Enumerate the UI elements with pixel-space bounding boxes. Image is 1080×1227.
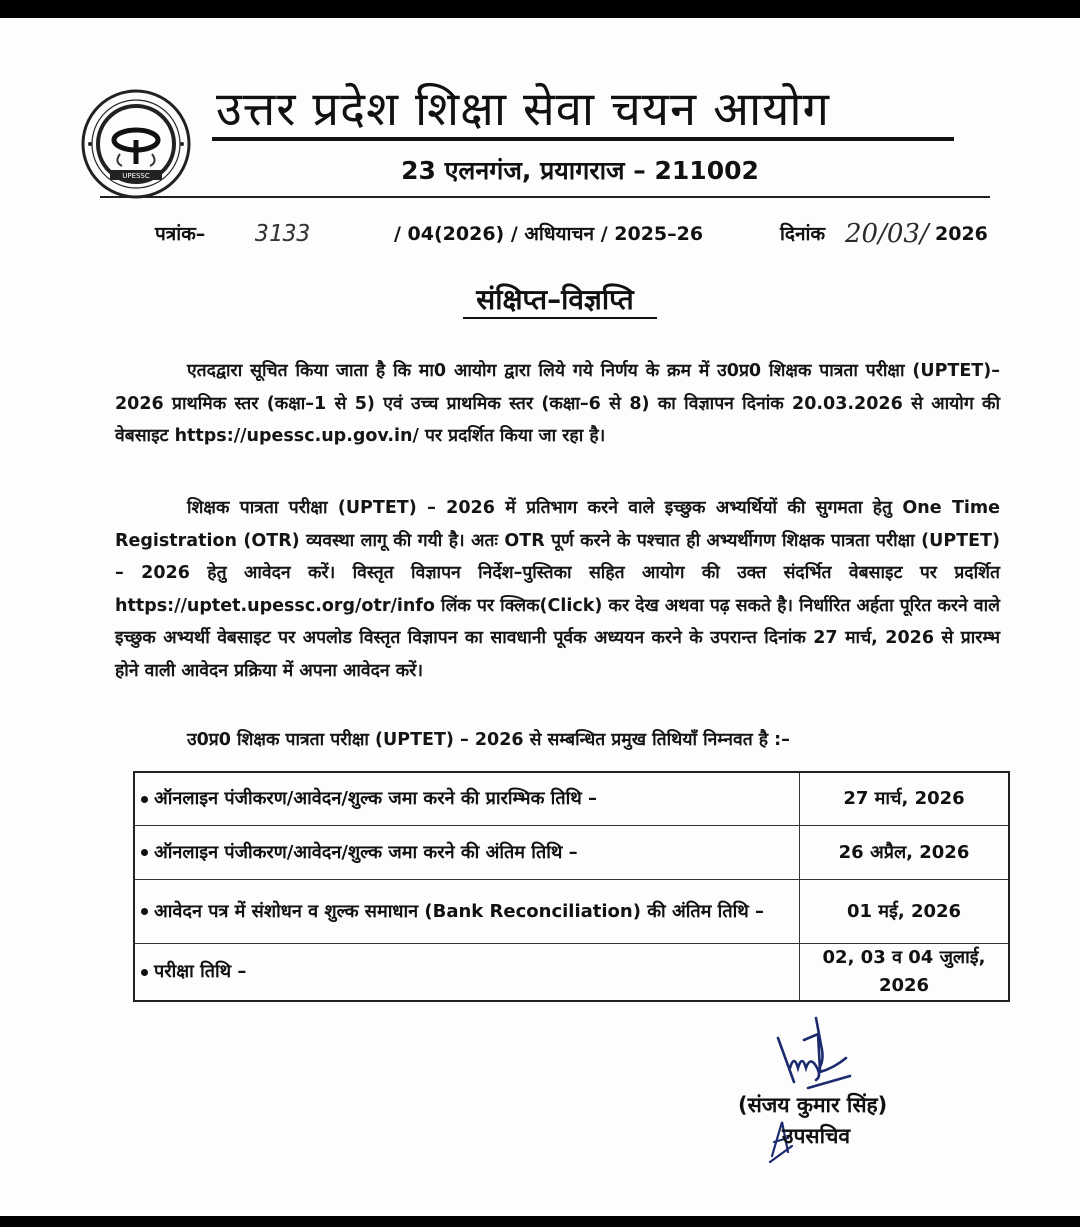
title-underline [212, 137, 954, 141]
organization-title: उत्तर प्रदेश शिक्षा सेवा चयन आयोग [216, 82, 831, 137]
event-date: 26 अप्रैल, 2026 [800, 826, 1010, 880]
organization-address: 23 एलनगंज, प्रयागराज – 211002 [401, 156, 759, 185]
event-label: ऑनलाइन पंजीकरण/आवेदन/शुल्क जमा करने की अंतिम तिथि – [154, 841, 578, 863]
event-label: परीक्षा तिथि – [154, 961, 247, 982]
header-divider [100, 196, 990, 198]
reference-suffix: / 04(2026) / अधियाचन / 2025–26 [394, 223, 704, 245]
paragraph-announcement: एतदद्वारा सूचित किया जाता है कि मा0 आयोग द्वारा लिये गये निर्णय के क्रम में उ0प्र0 शिक्षक पात्रता परीक्षा (UPTET)–2026 प्राथमिक स्तर (कक्षा–1 से 5) एवं उच्च प्राथमिक स्तर (कक्षा–6 से 8) का विज्ञापन दिनांक 20.03.2026 से आयोग की वेबसाइट https://upessc.up.gov.in/ पर प्रदर्शित किया जा रहा है। [115, 361, 1000, 446]
bullet-icon [141, 969, 148, 976]
event-label: ऑनलाइन पंजीकरण/आवेदन/शुल्क जमा करने की प्रारम्भिक तिथि – [154, 788, 598, 809]
svg-text:UPESSC: UPESSC [122, 172, 150, 180]
signatory-name: (संजय कुमार सिंह) [738, 1093, 888, 1117]
date-label: दिनांक [780, 223, 826, 245]
date-year: 2026 [935, 223, 988, 245]
table-row [134, 772, 1009, 826]
paragraph-dates-intro: उ0प्र0 शिक्षक पात्रता परीक्षा (UPTET) – 2026 से सम्बन्धित प्रमुख तिथियाँ निम्नवत है :– [187, 730, 790, 750]
event-label: आवेदन पत्र में संशोधन व शुल्क समाधान (Bank Reconciliation) की अंतिम तिथि – [154, 900, 765, 922]
notice-title: संक्षिप्त–विज्ञप्ति [476, 283, 634, 316]
upessc-emblem-icon [80, 88, 192, 200]
event-date: 27 मार्च, 2026 [800, 772, 1010, 826]
event-date: 01 मई, 2026 [800, 880, 1010, 944]
event-date: 02, 03 व 04 जुलाई, 2026 [800, 944, 1010, 1002]
table-row [134, 944, 1009, 1002]
date-handwritten: 20/03/ [845, 219, 929, 249]
table-row [134, 880, 1009, 944]
top-black-bar [0, 0, 1080, 18]
table-row [134, 826, 1009, 880]
bottom-black-bar [0, 1216, 1080, 1227]
bullet-icon [141, 796, 148, 803]
notice-title-underline [463, 317, 657, 319]
paragraph-otr-instructions: शिक्षक पात्रता परीक्षा (UPTET) – 2026 में प्रतिभाग करने वाले इच्छुक अभ्यर्थियों की सुगमता हेतु One Time Registration (OTR) व्यवस्था लागू की गयी है। अतः OTR पूर्ण करने के पश्चात ही अभ्यर्थीगण शिक्षक पात्रता परीक्षा (UPTET) – 2026 हेतु आवेदन करें। विस्तृत विज्ञापन निर्देश–पुस्तिका सहित आयोग की उक्त संदर्भित वेबसाइट पर प्रदर्शित https://uptet.upessc.org/otr/info लिंक पर क्लिक(Click) कर देख अथवा पढ़ सकते है। निर्धारित अर्हता पूरित करने वाले इच्छुक अभ्यर्थी वेबसाइट पर अपलोड विस्तृत विज्ञापन का सावधानी पूर्वक अध्ययन करने के उपरान्त दिनांक 27 मार्च, 2026 से प्रारम्भ होने वाली आवेदन प्रक्रिया में अपना आवेदन करें। [115, 498, 1000, 681]
bullet-icon [141, 849, 148, 856]
signatory-designation: उपसचिव [782, 1124, 851, 1148]
handwritten-signature-icon [760, 1010, 870, 1090]
important-dates-table [133, 771, 1010, 1002]
reference-label: पत्रांक– [155, 223, 206, 245]
reference-number-handwritten: 3133 [255, 221, 311, 247]
bullet-icon [141, 908, 148, 915]
